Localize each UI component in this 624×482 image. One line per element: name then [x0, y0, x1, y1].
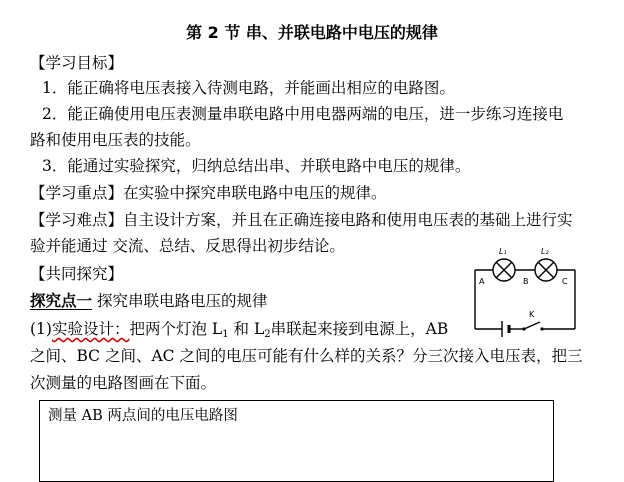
difficulty-heading: 【学习难点】: [30, 211, 124, 229]
battery-icon: [502, 321, 509, 337]
design-prefix: (1): [30, 320, 52, 338]
difficulty-text-line1: 自主设计方案，并且在正确连接电路和使用电压表的基础上进行实: [123, 211, 573, 229]
design-line-2: 之间、BC 之间、AC 之间的电压可能有什么样的关系？分三次接入电压表，把三: [30, 347, 583, 365]
objective-item-2-line2: 路和使用电压表的技能。: [30, 131, 201, 149]
design-line-1: [30, 318, 448, 346]
design-label: 实验设计：: [51, 320, 130, 338]
label-point-b: B: [523, 277, 529, 286]
label-point-a: A: [479, 277, 485, 286]
design-text-c: 串联起来接到电源上，AB: [270, 320, 449, 338]
difficulty: [30, 209, 573, 231]
explore-point: [30, 290, 267, 312]
answer-box-label: 测量 AB 两点间的电压电路图: [48, 408, 238, 424]
key-point-heading: 【学习重点】: [30, 184, 124, 202]
explore-point-label: 探究点一: [30, 292, 93, 310]
objective-item-1: 1．能正确将电压表接入待测电路，并能画出相应的电路图。: [42, 79, 455, 97]
objective-item-3: 3．能通过实验探究，归纳总结出串、并联电路中电压的规律。: [42, 157, 471, 175]
key-point: [30, 182, 387, 204]
page-title: 第 2 节 串、并联电路中电压的规律: [186, 23, 438, 42]
label-point-c: C: [562, 277, 568, 286]
design-sub-2: 2: [264, 329, 271, 340]
key-point-text: 在实验中探究串联电路中电压的规律。: [123, 184, 387, 202]
label-switch-k: K: [529, 310, 535, 319]
lamp-l2-icon: [535, 259, 557, 281]
difficulty-text-line2: 验并能通过 交流、总结、反思得出初步结论。: [30, 237, 345, 255]
explore-point-text: 探究串联电路电压的规律: [92, 292, 268, 310]
design-text-a: 把两个灯泡 L: [129, 320, 223, 338]
label-l2: L₂: [541, 247, 549, 256]
design-sub-1: 1: [222, 329, 229, 340]
label-l1: L₁: [499, 247, 507, 256]
objectives-heading: 【学习目标】: [30, 54, 124, 72]
lamp-l1-icon: [493, 259, 515, 281]
design-line-3: 次测量的电路图画在下面。: [30, 374, 217, 392]
design-text-b: 和 L: [228, 320, 265, 338]
explore-heading: 【共同探究】: [30, 265, 124, 283]
objective-item-2-line1: 2．能正确使用电压表测量串联电路中用电器两端的电压，进一步练习连接电: [42, 105, 564, 123]
series-circuit-diagram: [462, 238, 590, 342]
